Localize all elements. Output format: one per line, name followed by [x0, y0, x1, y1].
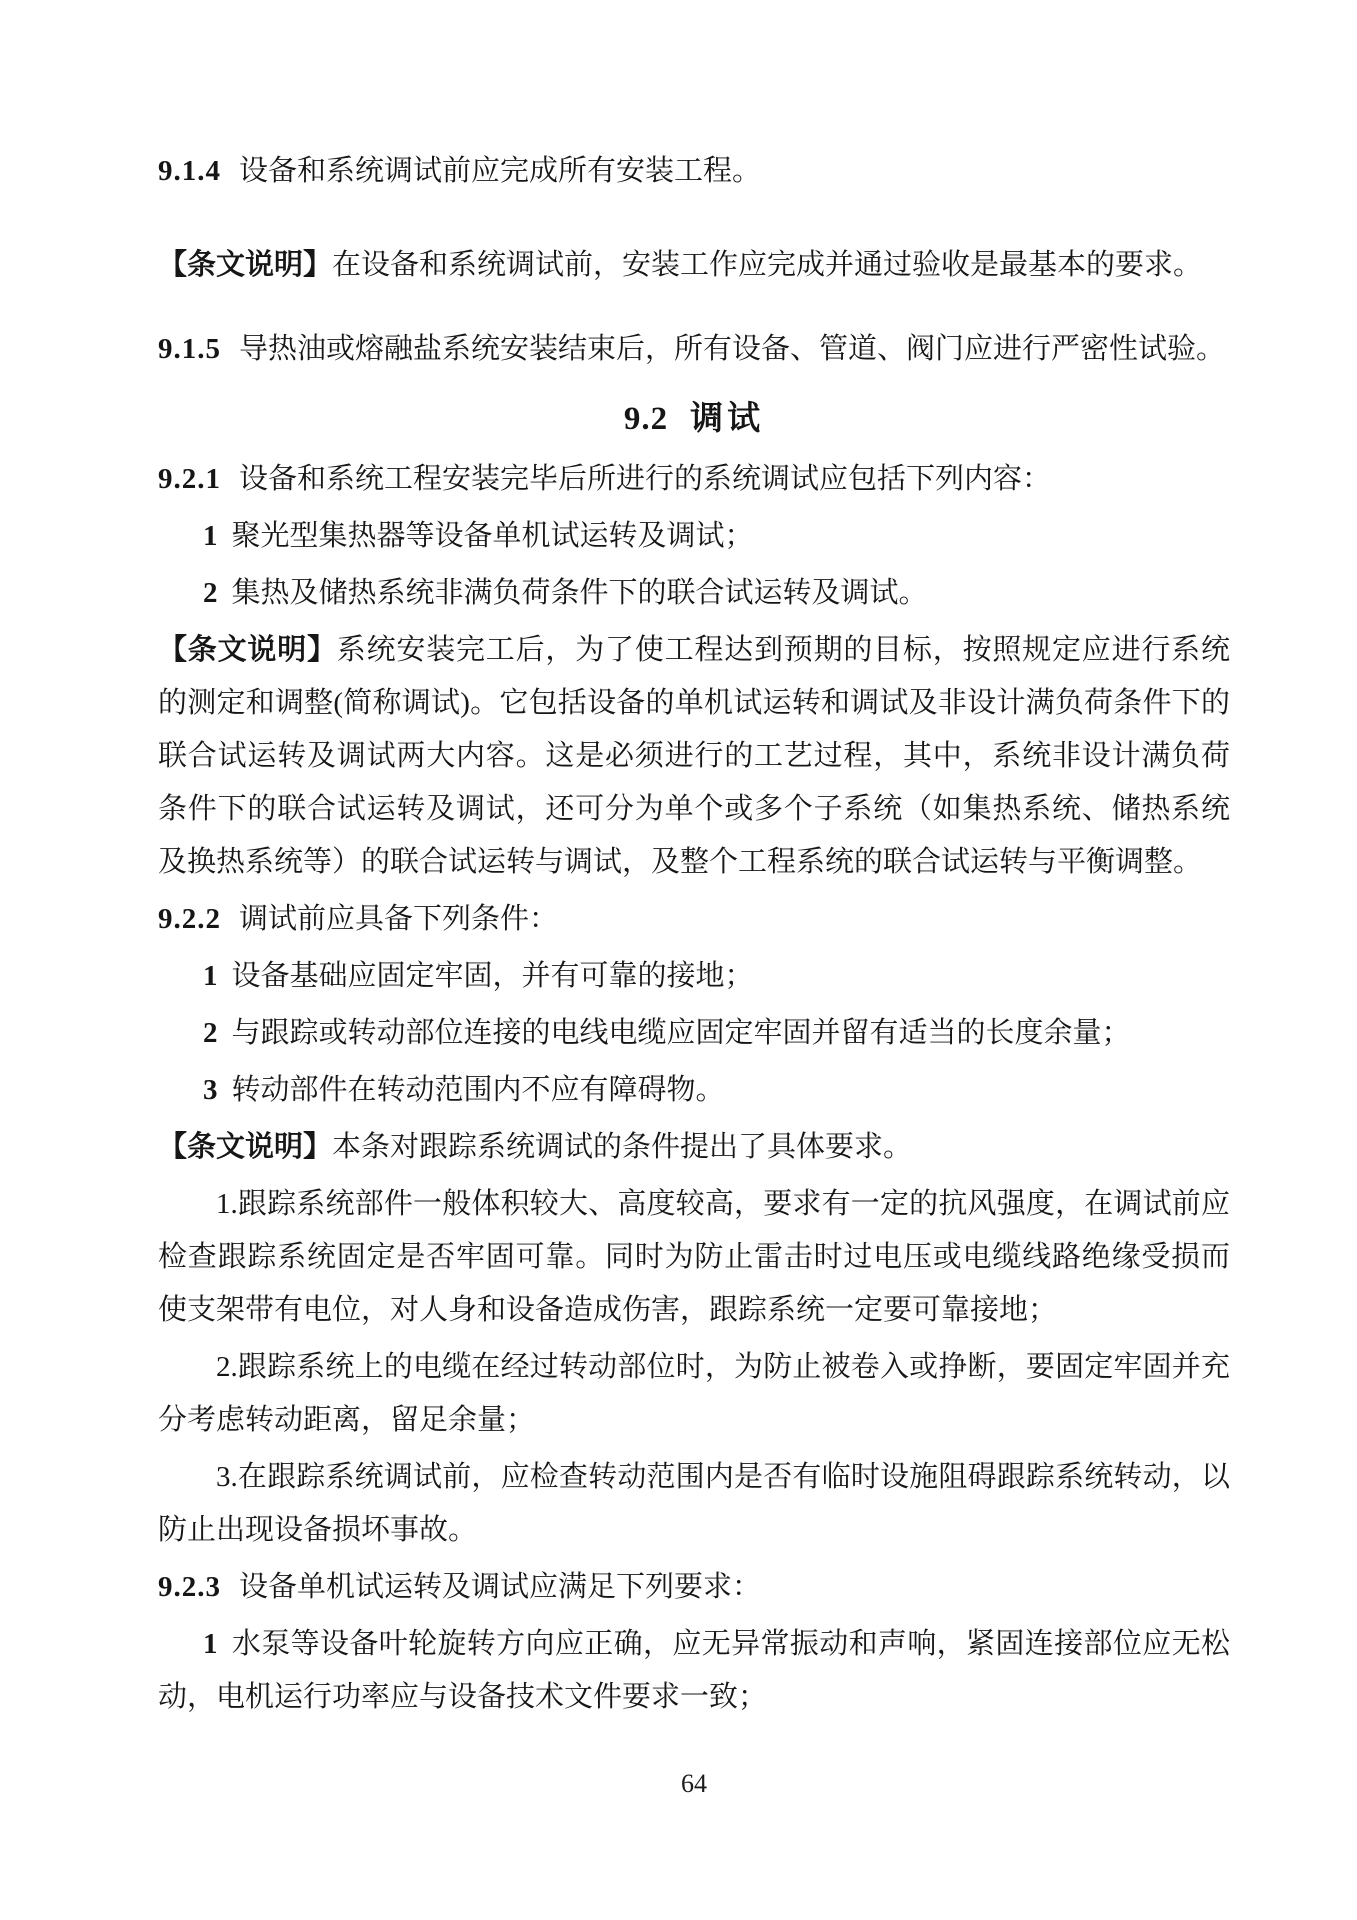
- clause-number: 9.1.5: [158, 333, 221, 365]
- clause-number: 9.2.1: [158, 463, 221, 495]
- clause-text: 导热油或熔融盐系统安装结束后，所有设备、管道、阀门应进行严密性试验。: [239, 333, 1226, 365]
- note-subparagraph-2: [158, 1341, 1230, 1447]
- item-text: 水泵等设备叶轮旋转方向应正确，应无异常振动和声响，紧固连接部位应无松动，电机运行功率应与设备技术文件要求一致；: [158, 1628, 1230, 1713]
- subparagraph-text: 3.在跟踪系统调试前，应检查转动范围内是否有临时设施阻碍跟踪系统转动，以防止出现设备损坏事故。: [158, 1461, 1230, 1546]
- section-heading-title: 调试: [690, 399, 765, 436]
- clause-9-1-5: [158, 323, 1230, 376]
- note-label: 【条文说明】: [158, 249, 333, 281]
- note-paragraph-9-2-2: [158, 1121, 1230, 1174]
- list-item-9-2-2-3: [158, 1064, 1230, 1117]
- item-number: 1: [203, 960, 218, 992]
- list-item-9-2-1-1: [158, 510, 1230, 563]
- clause-number: 9.2.2: [158, 903, 221, 935]
- note-text: 系统安装完工后，为了使工程达到预期的目标，按照规定应进行系统的测定和调整(简称调试)。它包括设备的单机试运转和调试及非设计满负荷条件下的联合试运转及调试两大内容。这是必须进行的工艺过程，其中，系统非设计满负荷条件下的联合试运转及调试，还可分为单个或多个子系统（如集热系统、储热系统及换热系统等）的联合试运转与调试，及整个工程系统的联合试运转与平衡调整。: [158, 634, 1230, 878]
- note-subparagraph-3: [158, 1451, 1230, 1557]
- clause-text: 设备和系统调试前应完成所有安装工程。: [239, 155, 762, 187]
- note-label: 【条文说明】: [158, 634, 337, 666]
- clause-9-2-1: [158, 453, 1230, 506]
- list-item-9-2-2-2: [158, 1007, 1230, 1060]
- list-item-9-2-2-1: [158, 950, 1230, 1003]
- note-paragraph-9-2-1: [158, 624, 1230, 889]
- clause-number: 9.1.4: [158, 155, 221, 187]
- note-text: 在设备和系统调试前，安装工作应完成并通过验收是最基本的要求。: [332, 249, 1203, 281]
- subparagraph-text: 2.跟踪系统上的电缆在经过转动部位时，为防止被卷入或挣断，要固定牢固并充分考虑转动距离，留足余量；: [158, 1351, 1230, 1436]
- item-text: 集热及储热系统非满负荷条件下的联合试运转及调试。: [231, 577, 928, 609]
- item-number: 3: [203, 1074, 218, 1106]
- item-text: 转动部件在转动范围内不应有障碍物。: [231, 1074, 725, 1106]
- note-paragraph-9-1-4: [158, 239, 1230, 292]
- clause-text: 调试前应具备下列条件：: [239, 903, 559, 935]
- item-number: 1: [203, 1628, 218, 1660]
- item-text: 与跟踪或转动部位连接的电线电缆应固定牢固并留有适当的长度余量；: [231, 1017, 1131, 1049]
- clause-9-1-4: [158, 145, 1230, 198]
- item-text: 设备基础应固定牢固，并有可靠的接地；: [231, 960, 754, 992]
- item-number: 2: [203, 1017, 218, 1049]
- clause-9-2-3: [158, 1561, 1230, 1614]
- clause-text: 设备和系统工程安装完毕后所进行的系统调试应包括下列内容：: [239, 463, 1052, 495]
- note-subparagraph-1: [158, 1178, 1230, 1337]
- note-label: 【条文说明】: [158, 1131, 333, 1163]
- list-item-9-2-1-2: [158, 567, 1230, 620]
- subparagraph-text: 1.跟踪系统部件一般体积较大、高度较高，要求有一定的抗风强度，在调试前应检查跟踪系统固定是否牢固可靠。同时为防止雷击时过电压或电缆线路绝缘受损而使支架带有电位，对人身和设备造成伤害，跟踪系统一定要可靠接地；: [158, 1188, 1230, 1326]
- clause-number: 9.2.3: [158, 1571, 221, 1603]
- list-item-9-2-3-1: [158, 1618, 1230, 1724]
- item-number: 2: [203, 577, 218, 609]
- section-heading-9-2: [158, 388, 1230, 449]
- item-number: 1: [203, 520, 218, 552]
- clause-text: 设备单机试运转及调试应满足下列要求：: [239, 1571, 762, 1603]
- section-heading-number: 9.2: [623, 401, 669, 437]
- clause-9-2-2: [158, 893, 1230, 946]
- note-text: 本条对跟踪系统调试的条件提出了具体要求。: [332, 1131, 913, 1163]
- item-text: 聚光型集热器等设备单机试运转及调试；: [231, 520, 754, 552]
- page-number: 64: [681, 1769, 707, 1798]
